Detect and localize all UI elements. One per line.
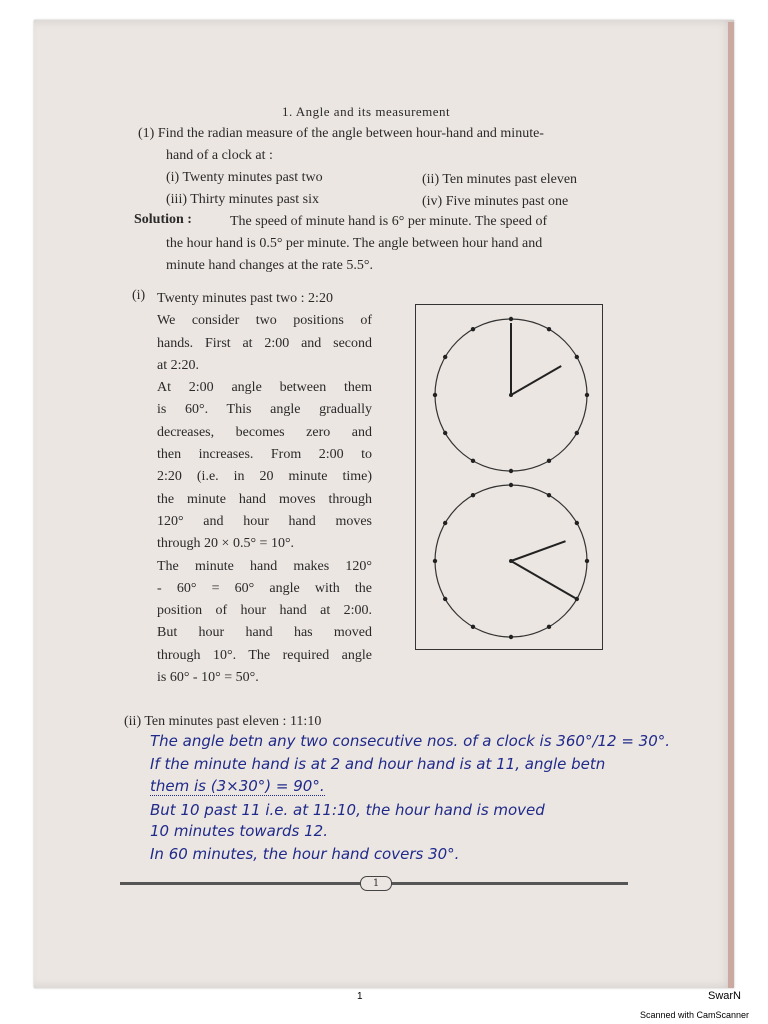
part-i-line: at 2:20. bbox=[157, 357, 199, 373]
question-line-1: (1) Find the radian measure of the angle between hour-hand and minute- bbox=[138, 126, 544, 141]
hour-marker bbox=[443, 597, 447, 601]
handwritten-line-3: them is (3×30°) = 90°. bbox=[150, 777, 325, 795]
hour-marker bbox=[509, 317, 513, 321]
solution-line-2: the hour hand is 0.5° per minute. The angle between hour hand and bbox=[166, 236, 543, 251]
hour-hand bbox=[511, 541, 566, 561]
footer-page-number: 1 bbox=[357, 991, 363, 1002]
question-line-2: hand of a clock at : bbox=[166, 148, 273, 163]
hour-marker bbox=[585, 559, 589, 563]
minute-hand bbox=[511, 561, 575, 598]
hour-marker bbox=[575, 355, 579, 359]
option-iii: (iii) Thirty minutes past six bbox=[166, 192, 319, 207]
solution-label: Solution : bbox=[134, 212, 192, 227]
solution-line-3: minute hand changes at the rate 5.5°. bbox=[166, 258, 373, 273]
hour-marker bbox=[471, 625, 475, 629]
hour-marker bbox=[547, 625, 551, 629]
part-i-line: position of hour hand at 2:00. bbox=[157, 603, 372, 619]
part-i-line: then increases. From 2:00 to bbox=[157, 447, 372, 463]
handwritten-line-2: If the minute hand is at 2 and hour hand is at 11, angle betn bbox=[150, 755, 606, 773]
hour-marker bbox=[547, 327, 551, 331]
page-badge: 1 bbox=[360, 876, 392, 891]
hour-marker bbox=[471, 493, 475, 497]
solution-line-1: The speed of minute hand is 6° per minute. The speed of bbox=[230, 214, 548, 229]
part-i-line: decreases, becomes zero and bbox=[157, 424, 372, 440]
part-i-line: But hour hand has moved bbox=[157, 625, 372, 641]
hour-marker bbox=[509, 635, 513, 639]
part-i-label: (i) bbox=[132, 288, 146, 303]
hour-marker bbox=[547, 493, 551, 497]
clock-center bbox=[509, 393, 513, 397]
hour-marker bbox=[443, 355, 447, 359]
hour-marker bbox=[547, 459, 551, 463]
part-i-line: 2:20 (i.e. in 20 minute time) bbox=[157, 469, 372, 485]
handwritten-line-5: 10 minutes towards 12. bbox=[150, 822, 328, 840]
part-i-line: 120° and hour hand moves bbox=[157, 513, 372, 529]
handwritten-line-6: In 60 minutes, the hour hand covers 30°. bbox=[150, 845, 460, 863]
hour-marker bbox=[443, 521, 447, 525]
footer-name: SwarN bbox=[708, 990, 742, 1002]
part-i-line: At 2:00 angle between them bbox=[157, 380, 372, 396]
footer-scanner-credit: Scanned with CamScanner bbox=[640, 1010, 750, 1020]
clock-center bbox=[509, 559, 513, 563]
hour-marker bbox=[471, 327, 475, 331]
part-i-line: - 60° = 60° angle with the bbox=[157, 580, 372, 596]
hour-marker bbox=[471, 459, 475, 463]
hour-marker bbox=[433, 559, 437, 563]
handwritten-line-1: The angle betn any two consecutive nos. of a clock is 360°/12 = 30°. bbox=[150, 732, 671, 750]
hour-hand bbox=[511, 366, 561, 395]
part-i-line: the minute hand moves through bbox=[157, 491, 372, 507]
option-iv: (iv) Five minutes past one bbox=[422, 194, 569, 209]
hour-marker bbox=[575, 521, 579, 525]
clock-2-00 bbox=[433, 317, 589, 473]
part-i-line: through 10°. The required angle bbox=[157, 647, 372, 663]
clock-diagram bbox=[416, 305, 601, 648]
part-i-line: through 20 × 0.5° = 10°. bbox=[157, 536, 295, 552]
part-i-line: is 60°. This angle gradually bbox=[157, 402, 372, 418]
part-i-line: Twenty minutes past two : 2:20 bbox=[157, 291, 333, 306]
clock-2-20 bbox=[433, 483, 589, 639]
part-i-text bbox=[157, 288, 372, 689]
part-ii-heading: (ii) Ten minutes past eleven : 11:10 bbox=[124, 714, 322, 729]
handwritten-line-4: But 10 past 11 i.e. at 11:10, the hour hand is moved bbox=[150, 801, 545, 819]
part-i-line: The minute hand makes 120° bbox=[157, 558, 372, 574]
hour-marker bbox=[509, 469, 513, 473]
part-i-line: is 60° - 10° = 50°. bbox=[157, 670, 259, 686]
part-i-line: We consider two positions of bbox=[157, 313, 372, 329]
chapter-title: 1. Angle and its measurement bbox=[282, 104, 451, 119]
part-i-line: hands. First at 2:00 and second bbox=[157, 335, 372, 351]
page-edge bbox=[728, 22, 734, 988]
option-ii: (ii) Ten minutes past eleven bbox=[422, 172, 578, 187]
option-i: (i) Twenty minutes past two bbox=[166, 170, 323, 185]
clock-diagram-box bbox=[415, 304, 603, 650]
hour-marker bbox=[585, 393, 589, 397]
hour-marker bbox=[575, 431, 579, 435]
hour-marker bbox=[509, 483, 513, 487]
hour-marker bbox=[443, 431, 447, 435]
scanned-page bbox=[34, 20, 734, 988]
hour-marker bbox=[433, 393, 437, 397]
